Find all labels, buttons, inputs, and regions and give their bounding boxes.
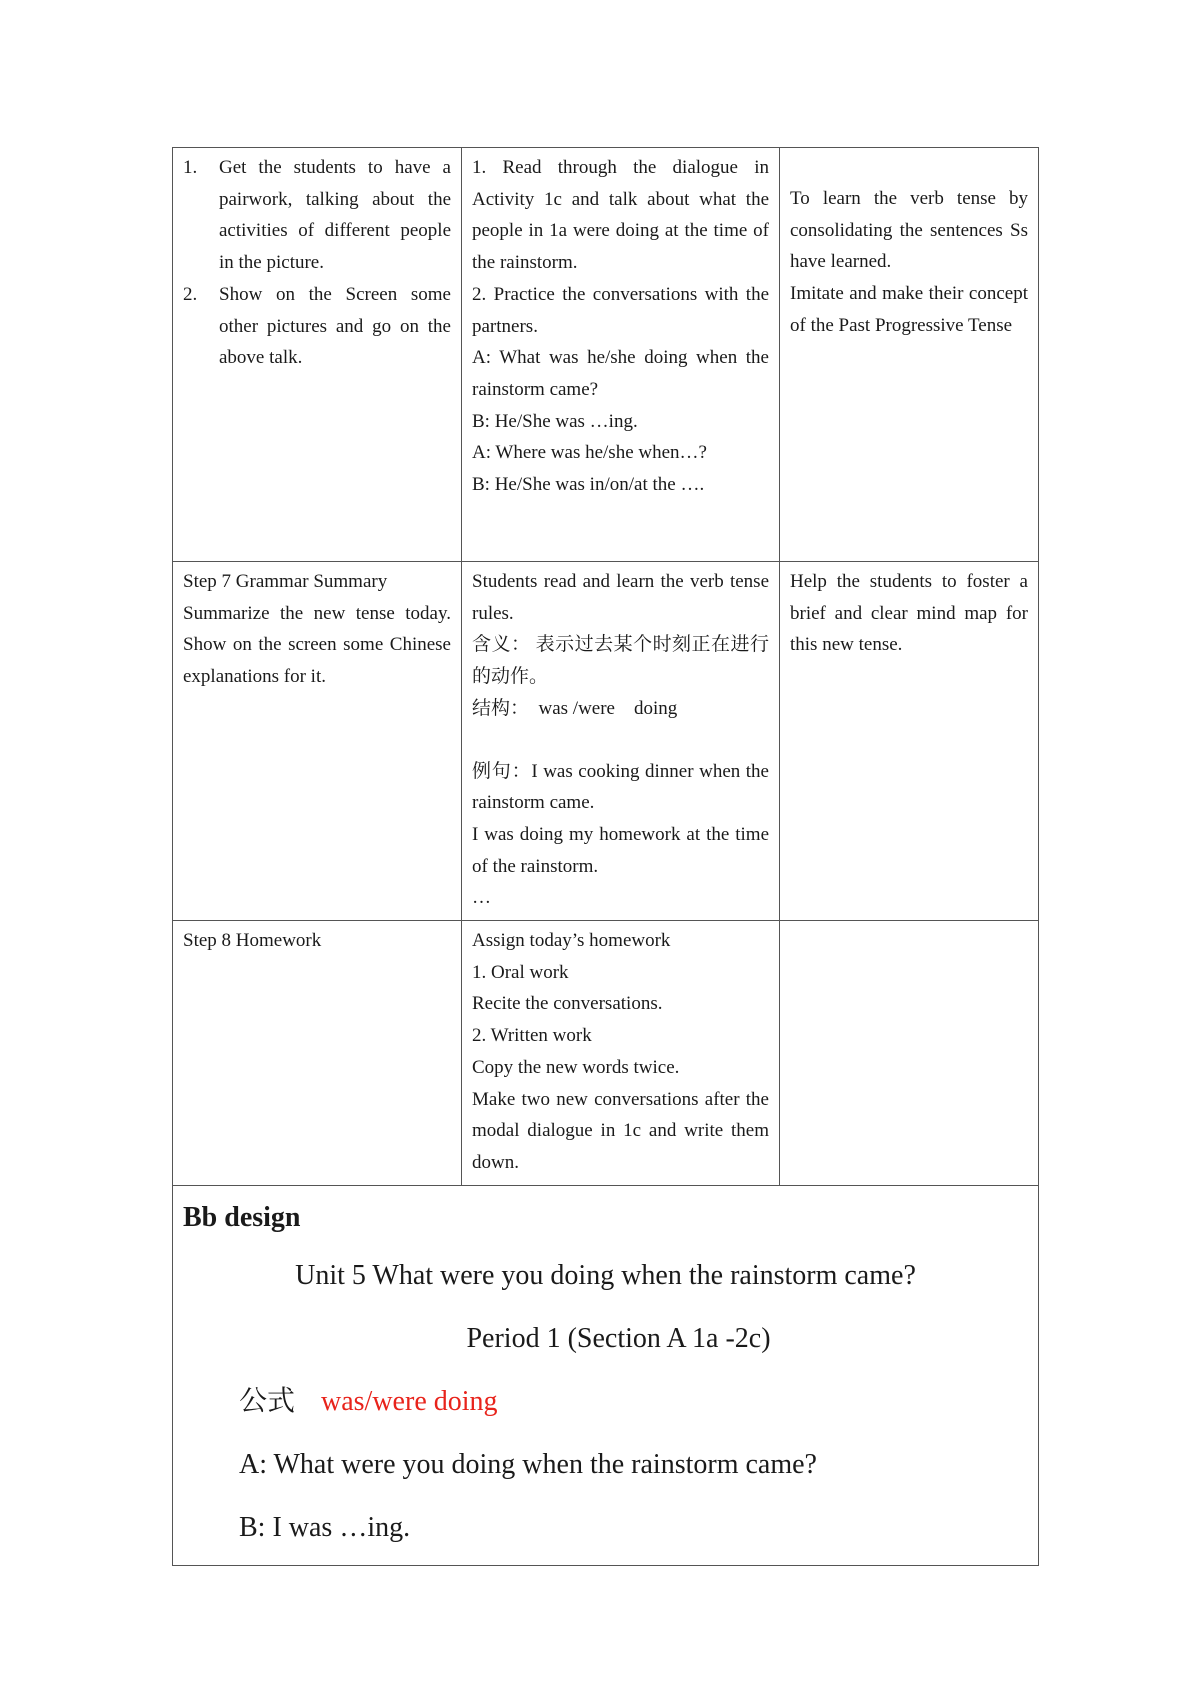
procedure-cell [173, 921, 462, 1186]
table-row [173, 562, 1039, 921]
activity-cell [462, 562, 780, 921]
paragraph: Recite the conversations. [472, 993, 663, 1015]
paragraph: Copy the new words twice. [472, 1056, 680, 1078]
bb-design-heading: Bb design [183, 1201, 301, 1233]
list-item [183, 279, 451, 374]
paragraph: 含义： 表示过去某个时刻正在进行的动作。 [472, 634, 769, 688]
formula-label: 公式 [239, 1385, 296, 1417]
purpose-cell [780, 148, 1039, 562]
step-title: Step 8 Homework [183, 930, 322, 952]
list-number: 1. [183, 157, 198, 178]
table-row [173, 921, 1039, 1186]
formula-text: was/were doing [321, 1385, 498, 1417]
list-text: Get the students to have a pairwork, talking about the activities of different people in the picture. [219, 157, 451, 274]
purpose-cell [780, 921, 1039, 1186]
activity-cell [462, 148, 780, 562]
paragraph: Imitate and make their concept of the Past Progressive Tense [790, 283, 1028, 336]
paragraph: 1. Oral work [472, 961, 569, 983]
bb-formula-line [183, 1384, 1028, 1420]
paragraph: 2. Written work [472, 1025, 592, 1047]
bb-period: Period 1 (Section A 1a -2c) [466, 1322, 771, 1354]
paragraph: Make two new conversations after the modal dialogue in 1c and write them down. [472, 1088, 769, 1173]
table-row [173, 148, 1039, 562]
bb-answer: B: I was …ing. [239, 1511, 411, 1543]
paragraph: B: He/She was …ing. [472, 410, 638, 432]
bb-question: A: What were you doing when the rainstorm came? [239, 1448, 817, 1480]
lesson-plan-table [172, 147, 1039, 1566]
procedure-list [183, 152, 451, 374]
paragraph: 结构： was /were doing [472, 697, 678, 719]
table-row [173, 1185, 1039, 1565]
paragraph: To learn the verb tense by consolidating the sentences Ss have learned. [790, 188, 1028, 273]
blank-line [472, 725, 769, 756]
list-number: 2. [183, 283, 198, 305]
procedure-cell [173, 148, 462, 562]
paragraph: A: Where was he/she when…? [472, 442, 707, 464]
paragraph: 例句：I was cooking dinner when the rainstorm came. [472, 760, 769, 814]
paragraph: Students read and learn the verb tense rules. [472, 571, 769, 624]
paragraph: Summarize the new tense today. Show on the screen some Chinese explanations for it. [183, 602, 451, 688]
paragraph: Assign today’s homework [472, 930, 671, 952]
list-item [183, 152, 451, 279]
procedure-cell [173, 562, 462, 921]
bb-title: Unit 5 What were you doing when the rainstorm came? [295, 1259, 916, 1291]
bb-design-cell [173, 1185, 1039, 1565]
step-title: Step 7 Grammar Summary [183, 571, 388, 592]
paragraph: 1. Read through the dialogue in Activity 1c and talk about what the people in 1a were doing at the time of the rainstorm. [472, 157, 769, 274]
paragraph: 2. Practice the conversations with the partners. [472, 283, 769, 337]
activity-cell [462, 921, 780, 1186]
paragraph: I was doing my homework at the time of the rainstorm. [472, 823, 769, 877]
purpose-cell [780, 562, 1039, 921]
paragraph: A: What was he/she doing when the rainstorm came? [472, 347, 769, 400]
paragraph: … [472, 887, 491, 909]
list-text: Show on the Screen some other pictures and go on the above talk. [219, 283, 451, 369]
paragraph: B: He/She was in/on/at the …. [472, 474, 705, 496]
paragraph: Help the students to foster a brief and clear mind map for this new tense. [790, 571, 1028, 656]
